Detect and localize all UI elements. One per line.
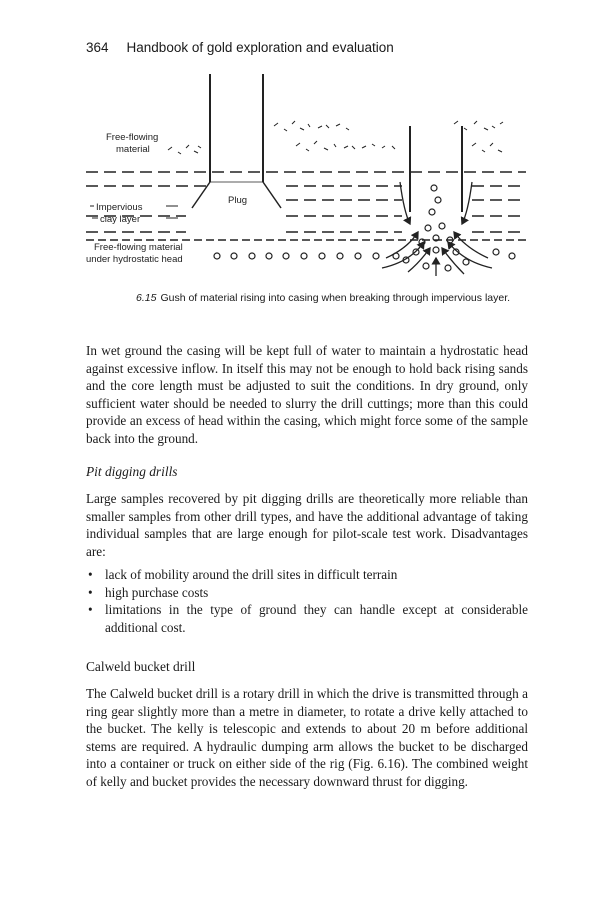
label-impervious-2: clay layer	[100, 214, 141, 225]
running-header	[86, 40, 394, 55]
list-item	[86, 584, 528, 602]
label-free-flowing-1: Free-flowing	[106, 132, 159, 143]
label-free-flowing-2: material	[116, 144, 150, 155]
label-under-head-1: Free-flowing material	[94, 242, 183, 253]
figure-labels	[86, 132, 247, 265]
paragraph-hydrostatic-head: In wet ground the casing will be kept full of water to maintain a hydrostatic head against excessive inflow. In itself this may not be enough to hold back rising sands and the core length must be adjusted to suit the conditions. In dry ground, only sufficient water should be needed to slurry the drill cuttings; more than this could provide an excess of head within the casing, which might force some of the sample back into the ground.	[86, 343, 528, 446]
paragraph-calweld: The Calweld bucket drill is a rotary drill in which the drive is transmitted through a ring gear slightly more than a metre in diameter, to rotate a drive kelly attached to the bucket. The kelly is telescopic and extends to about 20 m before additional stems are required. A hydraulic dumping arm allows the bucket to be discharged into a container or truck on either side of the rig (Fig. 6.16). The combined weight of kelly and bucket provides the necessary downward thrust for digging.	[86, 686, 528, 789]
heading-pit-digging-drills: Pit digging drills	[86, 464, 178, 479]
bullet-dot: •	[88, 567, 93, 582]
label-impervious-1: Impervious	[96, 202, 143, 213]
label-under-head-2: under hydrostatic head	[86, 254, 183, 265]
list-item-text: lack of mobility around the drill sites in difficult terrain	[105, 567, 398, 582]
clay-layer-lines	[86, 172, 526, 240]
right-casing	[410, 126, 462, 212]
free-flowing-marks	[168, 121, 503, 154]
page-number: 364	[86, 40, 109, 55]
bullet-dot: •	[88, 584, 93, 600]
figure-caption	[136, 292, 528, 305]
figure-number: 6.15	[136, 292, 157, 304]
flow-arrows	[382, 182, 492, 276]
bullet-dot: •	[88, 602, 93, 618]
list-item-text: limitations in the type of ground they can handle except at considerable additional cost.	[105, 602, 528, 635]
label-plug: Plug	[228, 195, 248, 206]
list-item	[86, 601, 528, 636]
heading-calweld-bucket-drill: Calweld bucket drill	[86, 659, 196, 674]
figure-caption-text: Gush of material rising into casing when breaking through impervious layer.	[160, 292, 511, 304]
disadvantages-list	[86, 566, 528, 636]
left-casing	[192, 74, 281, 208]
paragraph-pit-digging: Large samples recovered by pit digging drills are theoretically more reliable than smaller samples from other drill types, and have the additional advantage of taking individual samples that are large enough for pilot-scale test work. Disadvantages are:	[86, 491, 528, 559]
book-title: Handbook of gold exploration and evaluation	[126, 40, 394, 55]
list-item-text: high purchase costs	[105, 584, 209, 600]
figure-6-15	[86, 62, 526, 290]
list-item	[86, 566, 528, 584]
